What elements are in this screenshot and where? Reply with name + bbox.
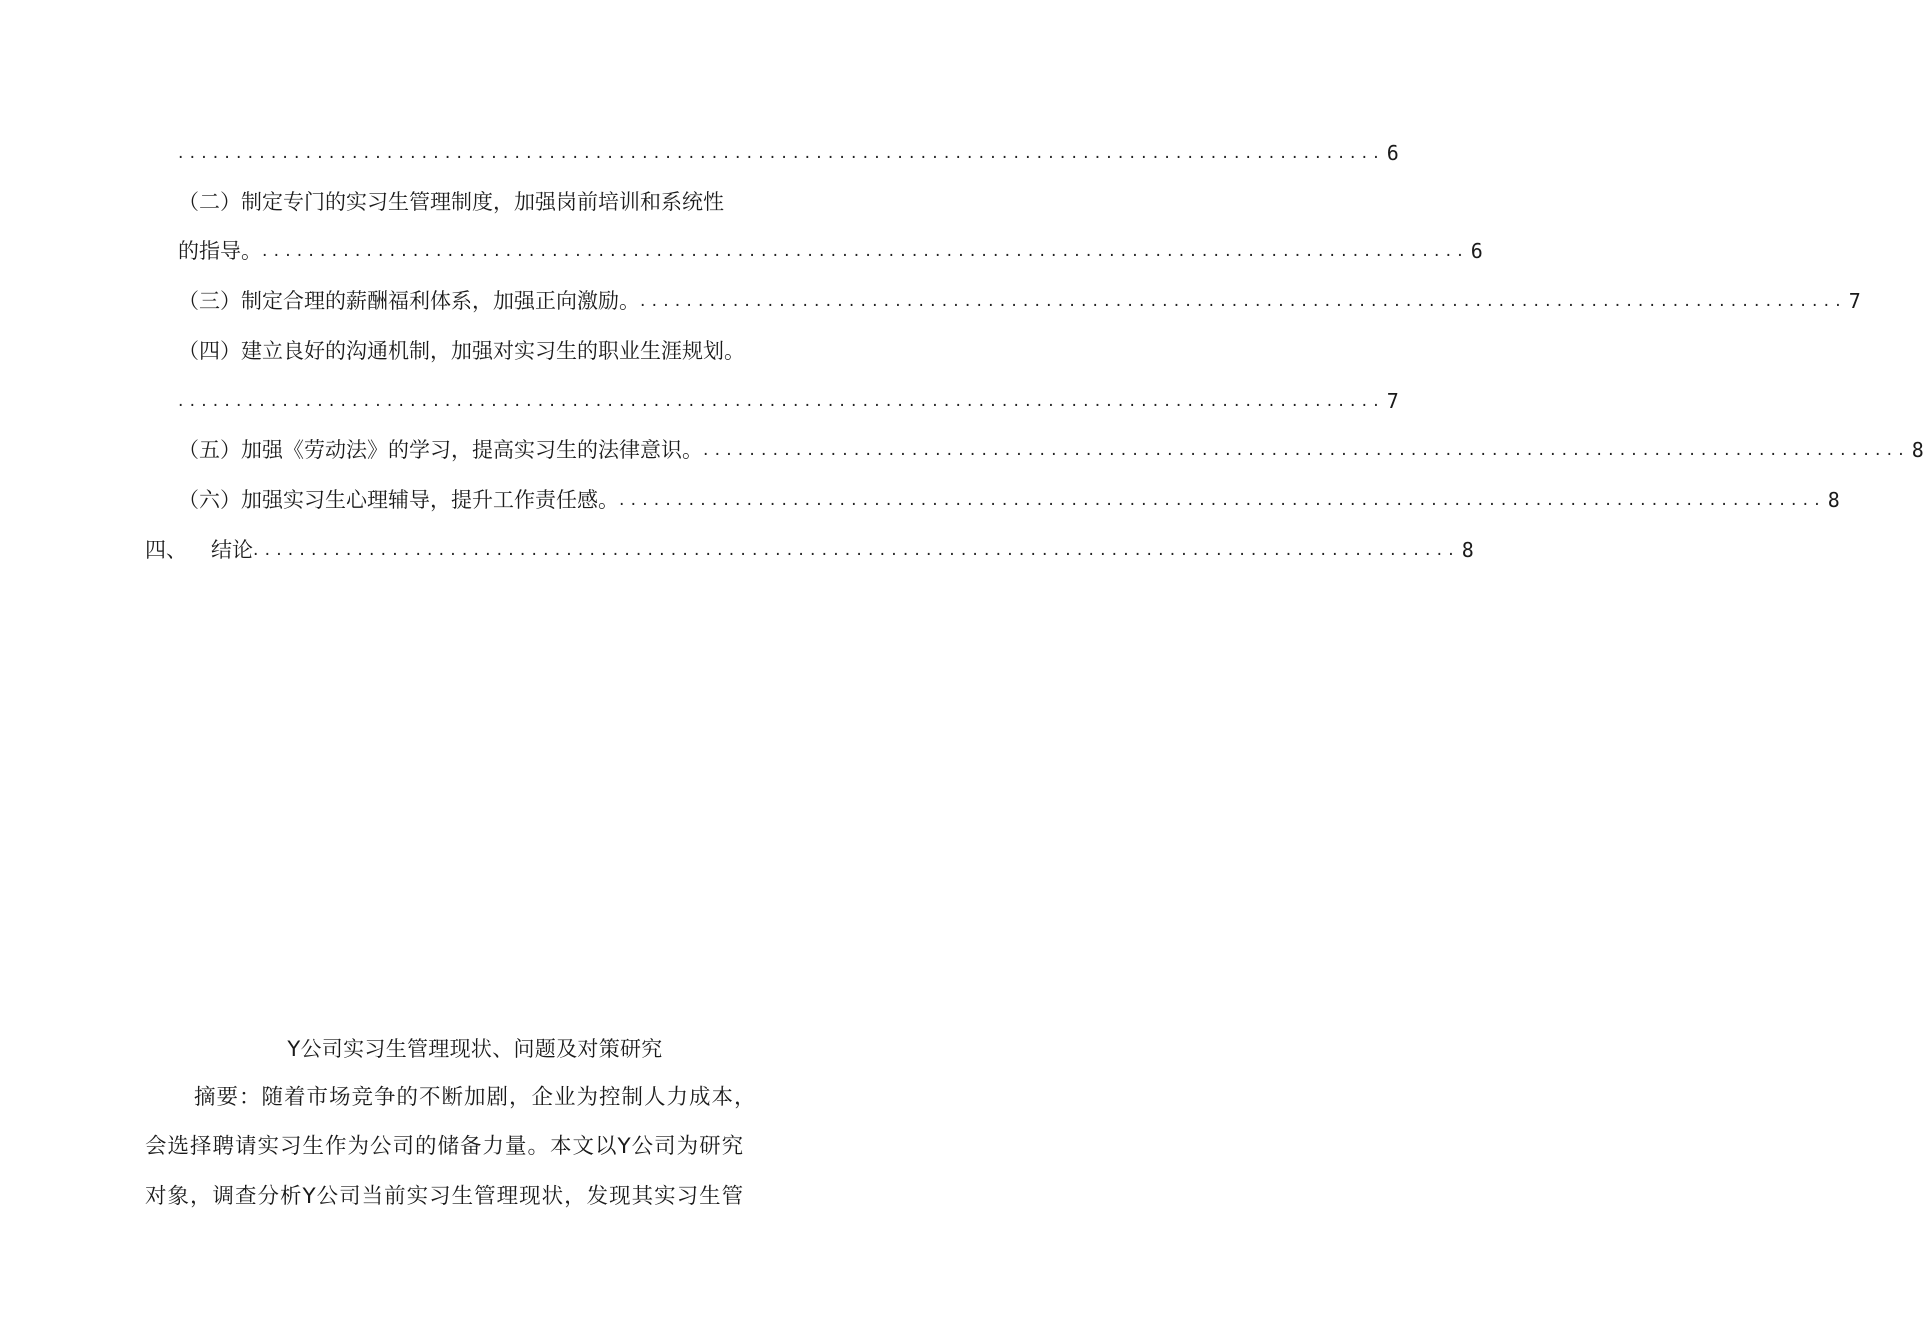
page-number: 8 bbox=[1461, 538, 1474, 562]
toc-entry-label: 的指导。 bbox=[178, 239, 262, 263]
leader-dots: ........................................................................................................ bbox=[253, 540, 1460, 560]
page-number: 7 bbox=[1848, 289, 1861, 313]
article-title: Y公司实习生管理现状、问题及对策研究 bbox=[287, 1037, 663, 1061]
toc-line[interactable] bbox=[145, 535, 1474, 565]
toc-line[interactable] bbox=[178, 187, 818, 217]
toc-entry-label: （五）加强《劳动法》的学习，提高实习生的法律意识。 bbox=[178, 438, 703, 462]
leader-dots: ........................................................................................................ bbox=[178, 143, 1385, 163]
abstract-line: 对象，调查分析Y公司当前实习生管理现状，发现其实习生管 bbox=[145, 1184, 745, 1209]
page-number: 8 bbox=[1827, 488, 1840, 512]
page-number: 8 bbox=[1911, 438, 1924, 462]
toc-entry-label: （四）建立良好的沟通机制，加强对实习生的职业生涯规划。 bbox=[178, 339, 745, 363]
toc-line[interactable] bbox=[178, 485, 1840, 515]
abstract-line: 会选择聘请实习生作为公司的储备力量。本文以Y公司为研究 bbox=[145, 1134, 745, 1159]
toc-entry-label: 结论 bbox=[211, 538, 253, 562]
leader-dots: ........................................................................................................ bbox=[703, 440, 1910, 460]
toc-entry-label: （二）制定专门的实习生管理制度，加强岗前培训和系统性 bbox=[178, 190, 724, 214]
leader-dots: ........................................................................................................ bbox=[640, 291, 1847, 311]
toc-line[interactable] bbox=[178, 435, 1924, 465]
toc-entry-label: （六）加强实习生心理辅导，提升工作责任感。 bbox=[178, 488, 619, 512]
leader-dots: ........................................................................................................ bbox=[619, 490, 1826, 510]
leader-dots: ........................................................................................................ bbox=[178, 391, 1385, 411]
toc-section-number: 四、 bbox=[145, 538, 187, 562]
toc-line[interactable] bbox=[178, 138, 1399, 168]
toc-line[interactable] bbox=[178, 286, 1861, 316]
toc-line[interactable] bbox=[178, 236, 1483, 266]
leader-dots: ........................................................................................................ bbox=[262, 241, 1469, 261]
abstract-line: 摘要：随着市场竞争的不断加剧，企业为控制人力成本， bbox=[194, 1085, 757, 1110]
toc-entry-label: （三）制定合理的薪酬福利体系，加强正向激励。 bbox=[178, 289, 640, 313]
page-number: 6 bbox=[1386, 141, 1399, 165]
page-number: 7 bbox=[1386, 389, 1399, 413]
toc-line[interactable] bbox=[178, 336, 838, 366]
page-number: 6 bbox=[1470, 239, 1483, 263]
toc-line[interactable] bbox=[178, 386, 1399, 416]
